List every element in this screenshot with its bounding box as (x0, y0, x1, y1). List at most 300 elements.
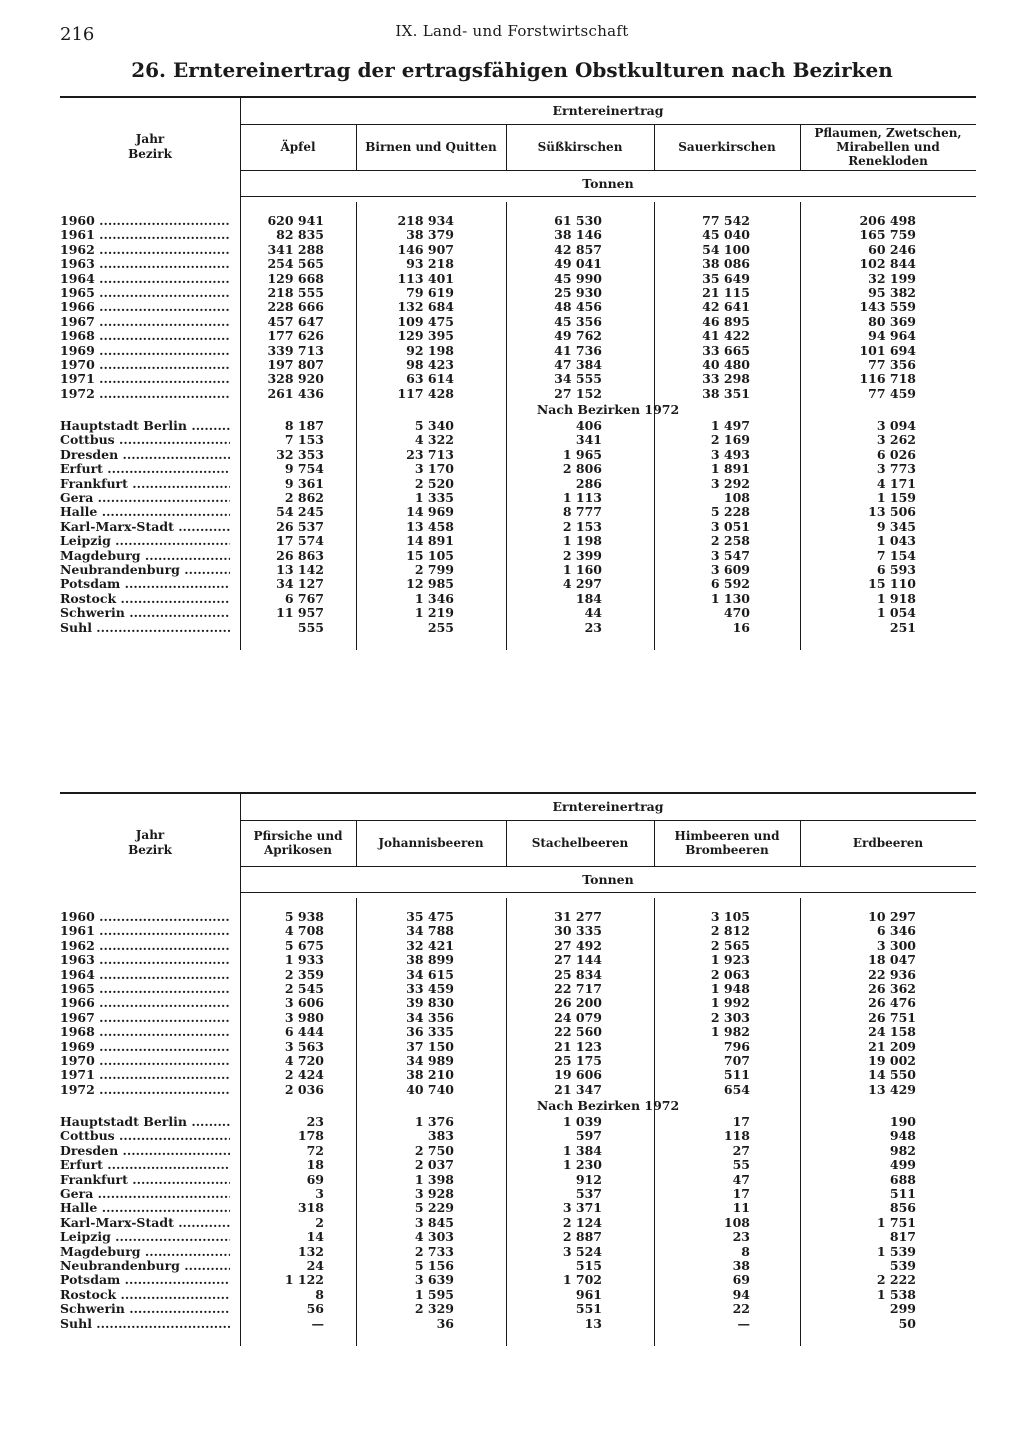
table-cell: 31 277 (554, 909, 602, 924)
table-cell: 1 122 (284, 1272, 324, 1288)
table-row (60, 462, 976, 476)
row-label: 1967 ..... (60, 1011, 230, 1025)
table-title: 26. Erntereinertrag der ertragsfähigen Obstkulturen nach Bezirken (131, 58, 893, 82)
table-cell: 35 475 (406, 909, 454, 924)
table-cell: 77 542 (702, 213, 750, 228)
table-row (60, 1129, 976, 1143)
table-cell: 116 718 (859, 371, 916, 387)
table-cell: 515 (575, 1257, 602, 1273)
table-cell: 341 288 (267, 241, 324, 257)
table-row (60, 1040, 976, 1054)
table-cell: 3 (315, 1186, 324, 1202)
table-cell: 499 (889, 1157, 916, 1173)
table-cell: 13 458 (406, 518, 454, 534)
group-rule (240, 124, 976, 125)
row-label: 1968 ..... (60, 1025, 230, 1039)
table-cell: 26 537 (276, 518, 324, 534)
table-fruit-1 (60, 96, 976, 650)
table-cell: 1 335 (414, 490, 454, 506)
table-cell: 24 158 (868, 1024, 916, 1040)
table-cell: 61 530 (554, 213, 602, 228)
table-cell: 27 144 (554, 952, 602, 968)
table-cell: 537 (575, 1186, 602, 1202)
table-cell: 14 (306, 1229, 324, 1245)
table-cell: 49 041 (554, 256, 602, 272)
column-divider (356, 820, 357, 866)
row-label: 1962 ..... (60, 939, 230, 953)
row-label: Frankfurt ..... (60, 1173, 230, 1187)
table-cell: 13 429 (868, 1081, 916, 1097)
table-cell: 982 (889, 1142, 916, 1158)
table-cell: 117 428 (397, 385, 454, 401)
table-cell: 22 717 (554, 980, 602, 996)
table-row (60, 1115, 976, 1129)
table-row (60, 939, 976, 953)
table-cell: 32 199 (868, 270, 916, 286)
table-cell: 3 170 (414, 461, 454, 477)
table-cell: 2 424 (284, 1067, 324, 1083)
table-cell: 3 845 (414, 1214, 454, 1230)
table-cell: 108 (723, 490, 750, 506)
table-cell: 32 421 (406, 937, 454, 953)
table-row (60, 953, 976, 967)
column-divider (800, 820, 801, 866)
table-cell: 5 229 (414, 1200, 454, 1216)
table-cell: 21 115 (702, 284, 750, 300)
table-row (60, 505, 976, 519)
table-cell: 17 574 (276, 533, 324, 549)
row-label: 1972 ..... (60, 1083, 230, 1097)
table-cell: 12 985 (406, 576, 454, 592)
table-cell: 1 497 (710, 418, 750, 434)
column-divider (506, 124, 507, 170)
table-cell: 77 356 (868, 356, 916, 372)
table-cell: 1 538 (876, 1286, 916, 1302)
table-cell: 261 436 (267, 385, 324, 401)
table-cell: 54 245 (276, 504, 324, 520)
table-cell: 38 146 (554, 227, 602, 243)
table-cell: 1 130 (710, 590, 750, 606)
table-cell: 1 923 (710, 952, 750, 968)
table-cell: 39 830 (406, 995, 454, 1011)
table-cell: 18 (306, 1157, 324, 1173)
table-cell: 1 992 (710, 995, 750, 1011)
table-row (60, 1216, 976, 1230)
row-label: Dresden ..... (60, 1144, 230, 1158)
row-label: Leipzig ..... (60, 1230, 230, 1244)
row-label: 1971 ..... (60, 372, 230, 386)
table-cell: 36 335 (406, 1024, 454, 1040)
table-cell: 4 171 (876, 475, 916, 491)
table-row (60, 534, 976, 548)
column-header: Pfirsiche und Aprikosen (253, 829, 343, 857)
table-cell: 42 857 (554, 241, 602, 257)
table-row (60, 1158, 976, 1172)
table-cell: 6 026 (876, 446, 916, 462)
section-label: Nach Bezirken 1972 (536, 1098, 680, 1114)
section-header: IX. Land- und Forstwirtschaft (395, 22, 629, 40)
row-header: Jahr Bezirk (128, 828, 172, 857)
table-cell: 2 887 (562, 1229, 602, 1245)
table-cell: 47 384 (554, 356, 602, 372)
table-cell: 46 895 (702, 313, 750, 329)
column-header: Pflaumen, Zwetschen, Mirabellen und Renekloden (814, 126, 962, 168)
table-cell: 3 051 (710, 518, 750, 534)
row-label: 1966 ..... (60, 300, 230, 314)
table-cell: 1 376 (414, 1114, 454, 1130)
row-header: Jahr Bezirk (128, 132, 172, 161)
table-row (60, 1259, 976, 1273)
column-header: Äpfel (280, 140, 316, 154)
table-cell: 38 351 (702, 385, 750, 401)
table-row (60, 968, 976, 982)
table-row (60, 329, 976, 343)
row-label: Karl-Marx-Stadt ..... (60, 520, 230, 534)
table-cell: 3 105 (710, 909, 750, 924)
table-cell: 2 812 (710, 923, 750, 939)
table-cell: 13 (584, 1315, 602, 1331)
table-cell: 190 (889, 1114, 916, 1130)
row-label: 1969 ..... (60, 1040, 230, 1054)
table-row (60, 1025, 976, 1039)
table-cell: 3 609 (710, 561, 750, 577)
row-label: 1964 ..... (60, 968, 230, 982)
row-label: 1960 ..... (60, 214, 230, 228)
table-cell: 129 668 (267, 270, 324, 286)
table-cell: 34 788 (406, 923, 454, 939)
table-cell: 129 395 (397, 328, 454, 344)
table-row (60, 1173, 976, 1187)
table-cell: 2 258 (710, 533, 750, 549)
table-cell: 37 150 (406, 1038, 454, 1054)
table-cell: 1 230 (562, 1157, 602, 1173)
table-row (60, 387, 976, 401)
table-cell: 654 (723, 1081, 750, 1097)
table-cell: 6 593 (876, 561, 916, 577)
table-cell: 1 965 (562, 446, 602, 462)
table-cell: 948 (889, 1128, 916, 1144)
table-cell: 19 002 (868, 1052, 916, 1068)
table-cell: 4 708 (284, 923, 324, 939)
table-cell: 4 297 (562, 576, 602, 592)
table-cell: 7 153 (284, 432, 324, 448)
table-cell: 1 346 (414, 590, 454, 606)
table-cell: 26 200 (554, 995, 602, 1011)
group-header: Erntereinertrag (552, 799, 664, 814)
table-cell: 40 740 (406, 1081, 454, 1097)
table-cell: 2 153 (562, 518, 602, 534)
table-cell: 132 (297, 1243, 324, 1259)
row-label: 1966 ..... (60, 996, 230, 1010)
table-cell: 45 356 (554, 313, 602, 329)
table-cell: 79 619 (406, 284, 454, 300)
table-row (60, 563, 976, 577)
row-label: Leipzig ..... (60, 534, 230, 548)
table-cell: 34 615 (406, 966, 454, 982)
table-cell: 22 936 (868, 966, 916, 982)
table-cell: 2 063 (710, 966, 750, 982)
table-cell: 17 (732, 1114, 750, 1130)
table-row (60, 1201, 976, 1215)
group-header: Erntereinertrag (552, 103, 664, 118)
table-cell: 688 (889, 1171, 916, 1187)
table-cell: 178 (297, 1128, 324, 1144)
table-cell: 1 751 (876, 1214, 916, 1230)
table-row (60, 300, 976, 314)
table-cell: 38 899 (406, 952, 454, 968)
table-cell: 1 160 (562, 561, 602, 577)
row-label: 1970 ..... (60, 358, 230, 372)
table-cell: 33 665 (702, 342, 750, 358)
table-cell: 60 246 (868, 241, 916, 257)
table-cell: 2 399 (562, 547, 602, 563)
table-cell: 3 547 (710, 547, 750, 563)
row-label: 1960 ..... (60, 910, 230, 924)
table-cell: 1 595 (414, 1286, 454, 1302)
table-cell: 1 918 (876, 590, 916, 606)
table-cell: 912 (575, 1171, 602, 1187)
table-cell: 35 649 (702, 270, 750, 286)
table-cell: 14 969 (406, 504, 454, 520)
table-row (60, 257, 976, 271)
row-label: Halle ..... (60, 1201, 230, 1215)
table-cell: 206 498 (859, 213, 916, 228)
table-cell: 3 639 (414, 1272, 454, 1288)
table-cell: 177 626 (267, 328, 324, 344)
table-cell: 3 980 (284, 1009, 324, 1025)
table-cell: 9 361 (284, 475, 324, 491)
row-label: 1963 ..... (60, 953, 230, 967)
table-cell: 4 720 (284, 1052, 324, 1068)
row-label: 1971 ..... (60, 1068, 230, 1082)
table-cell: 38 379 (406, 227, 454, 243)
table-cell: 4 303 (414, 1229, 454, 1245)
table-cell: 18 047 (868, 952, 916, 968)
table-row (60, 477, 976, 491)
table-cell: 21 209 (868, 1038, 916, 1054)
table-row (60, 1187, 976, 1201)
table-row (60, 1011, 976, 1025)
table-cell: 299 (889, 1301, 916, 1317)
unit-label: Tonnen (582, 176, 634, 191)
row-label: 1963 ..... (60, 257, 230, 271)
table-cell: 2 545 (284, 980, 324, 996)
table-cell: 25 175 (554, 1052, 602, 1068)
row-label: 1970 ..... (60, 1054, 230, 1068)
table-cell: 2 565 (710, 937, 750, 953)
table-cell: 1 702 (562, 1272, 602, 1288)
table-cell: 4 322 (414, 432, 454, 448)
table-row (60, 592, 976, 606)
table-cell: 6 592 (710, 576, 750, 592)
table-cell: 98 423 (406, 356, 454, 372)
row-label: 1968 ..... (60, 329, 230, 343)
column-divider (654, 124, 655, 170)
table-cell: 3 563 (284, 1038, 324, 1054)
table-cell: 5 938 (284, 909, 324, 924)
table-cell: 11 957 (276, 605, 324, 621)
table-row (60, 272, 976, 286)
table-cell: 27 152 (554, 385, 602, 401)
table-cell: 470 (723, 605, 750, 621)
table-cell: 218 934 (397, 213, 454, 228)
row-label: 1965 ..... (60, 286, 230, 300)
table-cell: 63 614 (406, 371, 454, 387)
table-cell: 26 362 (868, 980, 916, 996)
table-cell: 24 079 (554, 1009, 602, 1025)
table-cell: 45 990 (554, 270, 602, 286)
table-row (60, 996, 976, 1010)
table-cell: 13 142 (276, 561, 324, 577)
table-cell: 93 218 (406, 256, 454, 272)
row-label: Potsdam ..... (60, 577, 230, 591)
row-label: Erfurt ..... (60, 462, 230, 476)
table-row (60, 1273, 976, 1287)
table-cell: 9 754 (284, 461, 324, 477)
table-cell: 620 941 (267, 213, 324, 228)
table-cell: 25 930 (554, 284, 602, 300)
table-cell: 38 086 (702, 256, 750, 272)
table-cell: 8 (741, 1243, 750, 1259)
row-label: Hauptstadt Berlin ..... (60, 419, 230, 433)
table-cell: 2 806 (562, 461, 602, 477)
table-cell: 2 169 (710, 432, 750, 448)
table-cell: 1 384 (562, 1142, 602, 1158)
table-cell: 3 524 (562, 1243, 602, 1259)
table-cell: 1 054 (876, 605, 916, 621)
table-cell: 7 154 (876, 547, 916, 563)
page-number: 216 (60, 24, 95, 45)
table-row (60, 372, 976, 386)
table-cell: 511 (723, 1067, 750, 1083)
table-row (60, 491, 976, 505)
table-body (60, 910, 976, 1331)
table-cell: 961 (575, 1286, 602, 1302)
column-header: Johannisbeeren (378, 836, 484, 850)
table-cell: 14 891 (406, 533, 454, 549)
table-cell: 817 (889, 1229, 916, 1245)
table-cell: 8 187 (284, 418, 324, 434)
table-cell: 2 733 (414, 1243, 454, 1259)
table-cell: 101 694 (859, 342, 916, 358)
table-cell: 27 (732, 1142, 750, 1158)
table-cell: 55 (732, 1157, 750, 1173)
table-cell: 1 219 (414, 605, 454, 621)
table-cell: 10 297 (868, 909, 916, 924)
table-cell: 796 (723, 1038, 750, 1054)
table-cell: 539 (889, 1257, 916, 1273)
table-cell: 11 (732, 1200, 750, 1216)
table-cell: 707 (723, 1052, 750, 1068)
table-cell: 50 (898, 1315, 916, 1331)
table-cell: 113 401 (397, 270, 454, 286)
table-cell: 1 159 (876, 490, 916, 506)
table-cell: 22 (732, 1301, 750, 1317)
table-cell: 2 329 (414, 1301, 454, 1317)
table-cell: 251 (889, 619, 916, 635)
table-cell: 1 113 (562, 490, 602, 506)
group-rule (240, 820, 976, 821)
column-divider (654, 820, 655, 866)
column-divider (800, 124, 801, 170)
row-label: 1964 ..... (60, 272, 230, 286)
row-label: 1962 ..... (60, 243, 230, 257)
table-row (60, 1068, 976, 1082)
table-row (60, 520, 976, 534)
table-cell: 286 (575, 475, 602, 491)
row-label: Schwerin ..... (60, 1302, 230, 1316)
table-cell: 1 539 (876, 1243, 916, 1259)
table-row (60, 606, 976, 620)
row-label: Karl-Marx-Stadt ..... (60, 1216, 230, 1230)
column-divider (506, 820, 507, 866)
header-bottom-rule (240, 196, 976, 197)
table-cell: 551 (575, 1301, 602, 1317)
table-cell: 16 (732, 619, 750, 635)
row-label: Neubrandenburg ..... (60, 1259, 230, 1273)
table-cell: 118 (723, 1128, 750, 1144)
unit-label: Tonnen (582, 872, 634, 887)
row-label: Rostock ..... (60, 1288, 230, 1302)
table-cell: 341 (575, 432, 602, 448)
table-cell: 40 480 (702, 356, 750, 372)
table-cell: 33 298 (702, 371, 750, 387)
table-cell: 8 777 (562, 504, 602, 520)
table-cell: 3 262 (876, 432, 916, 448)
table-cell: — (311, 1315, 324, 1331)
table-row (60, 1230, 976, 1244)
table-cell: 94 964 (868, 328, 916, 344)
table-cell: 26 476 (868, 995, 916, 1011)
table-cell: 3 371 (562, 1200, 602, 1216)
table-cell: 44 (584, 605, 602, 621)
table-cell: 339 713 (267, 342, 324, 358)
table-row (60, 214, 976, 228)
table-cell: 328 920 (267, 371, 324, 387)
table-cell: 3 300 (876, 937, 916, 953)
table-row (60, 433, 976, 447)
row-label: Suhl ..... (60, 1317, 230, 1331)
table-cell: 48 456 (554, 299, 602, 315)
row-label: 1961 ..... (60, 924, 230, 938)
table-cell: 42 641 (702, 299, 750, 315)
table-cell: 3 292 (710, 475, 750, 491)
row-label: Erfurt ..... (60, 1158, 230, 1172)
table-cell: 36 (436, 1315, 454, 1331)
table-cell: 108 (723, 1214, 750, 1230)
table-cell: 54 100 (702, 241, 750, 257)
table-cell: 1 933 (284, 952, 324, 968)
table-cell: 383 (427, 1128, 454, 1144)
table-cell: 15 110 (868, 576, 916, 592)
table-cell: 2 799 (414, 561, 454, 577)
table-cell: 30 335 (554, 923, 602, 939)
row-label: Suhl ..... (60, 621, 230, 635)
table-row (60, 549, 976, 563)
table-cell: 197 807 (267, 356, 324, 372)
table-cell: — (737, 1315, 750, 1331)
table-row (60, 419, 976, 433)
table-cell: 22 560 (554, 1024, 602, 1040)
column-header: Stachelbeeren (531, 836, 629, 850)
table-cell: 255 (427, 619, 454, 635)
table-row (60, 1054, 976, 1068)
table-row (60, 1245, 976, 1259)
table-cell: 41 422 (702, 328, 750, 344)
table-cell: 406 (575, 418, 602, 434)
table-row (60, 910, 976, 924)
table-row (60, 1317, 976, 1331)
